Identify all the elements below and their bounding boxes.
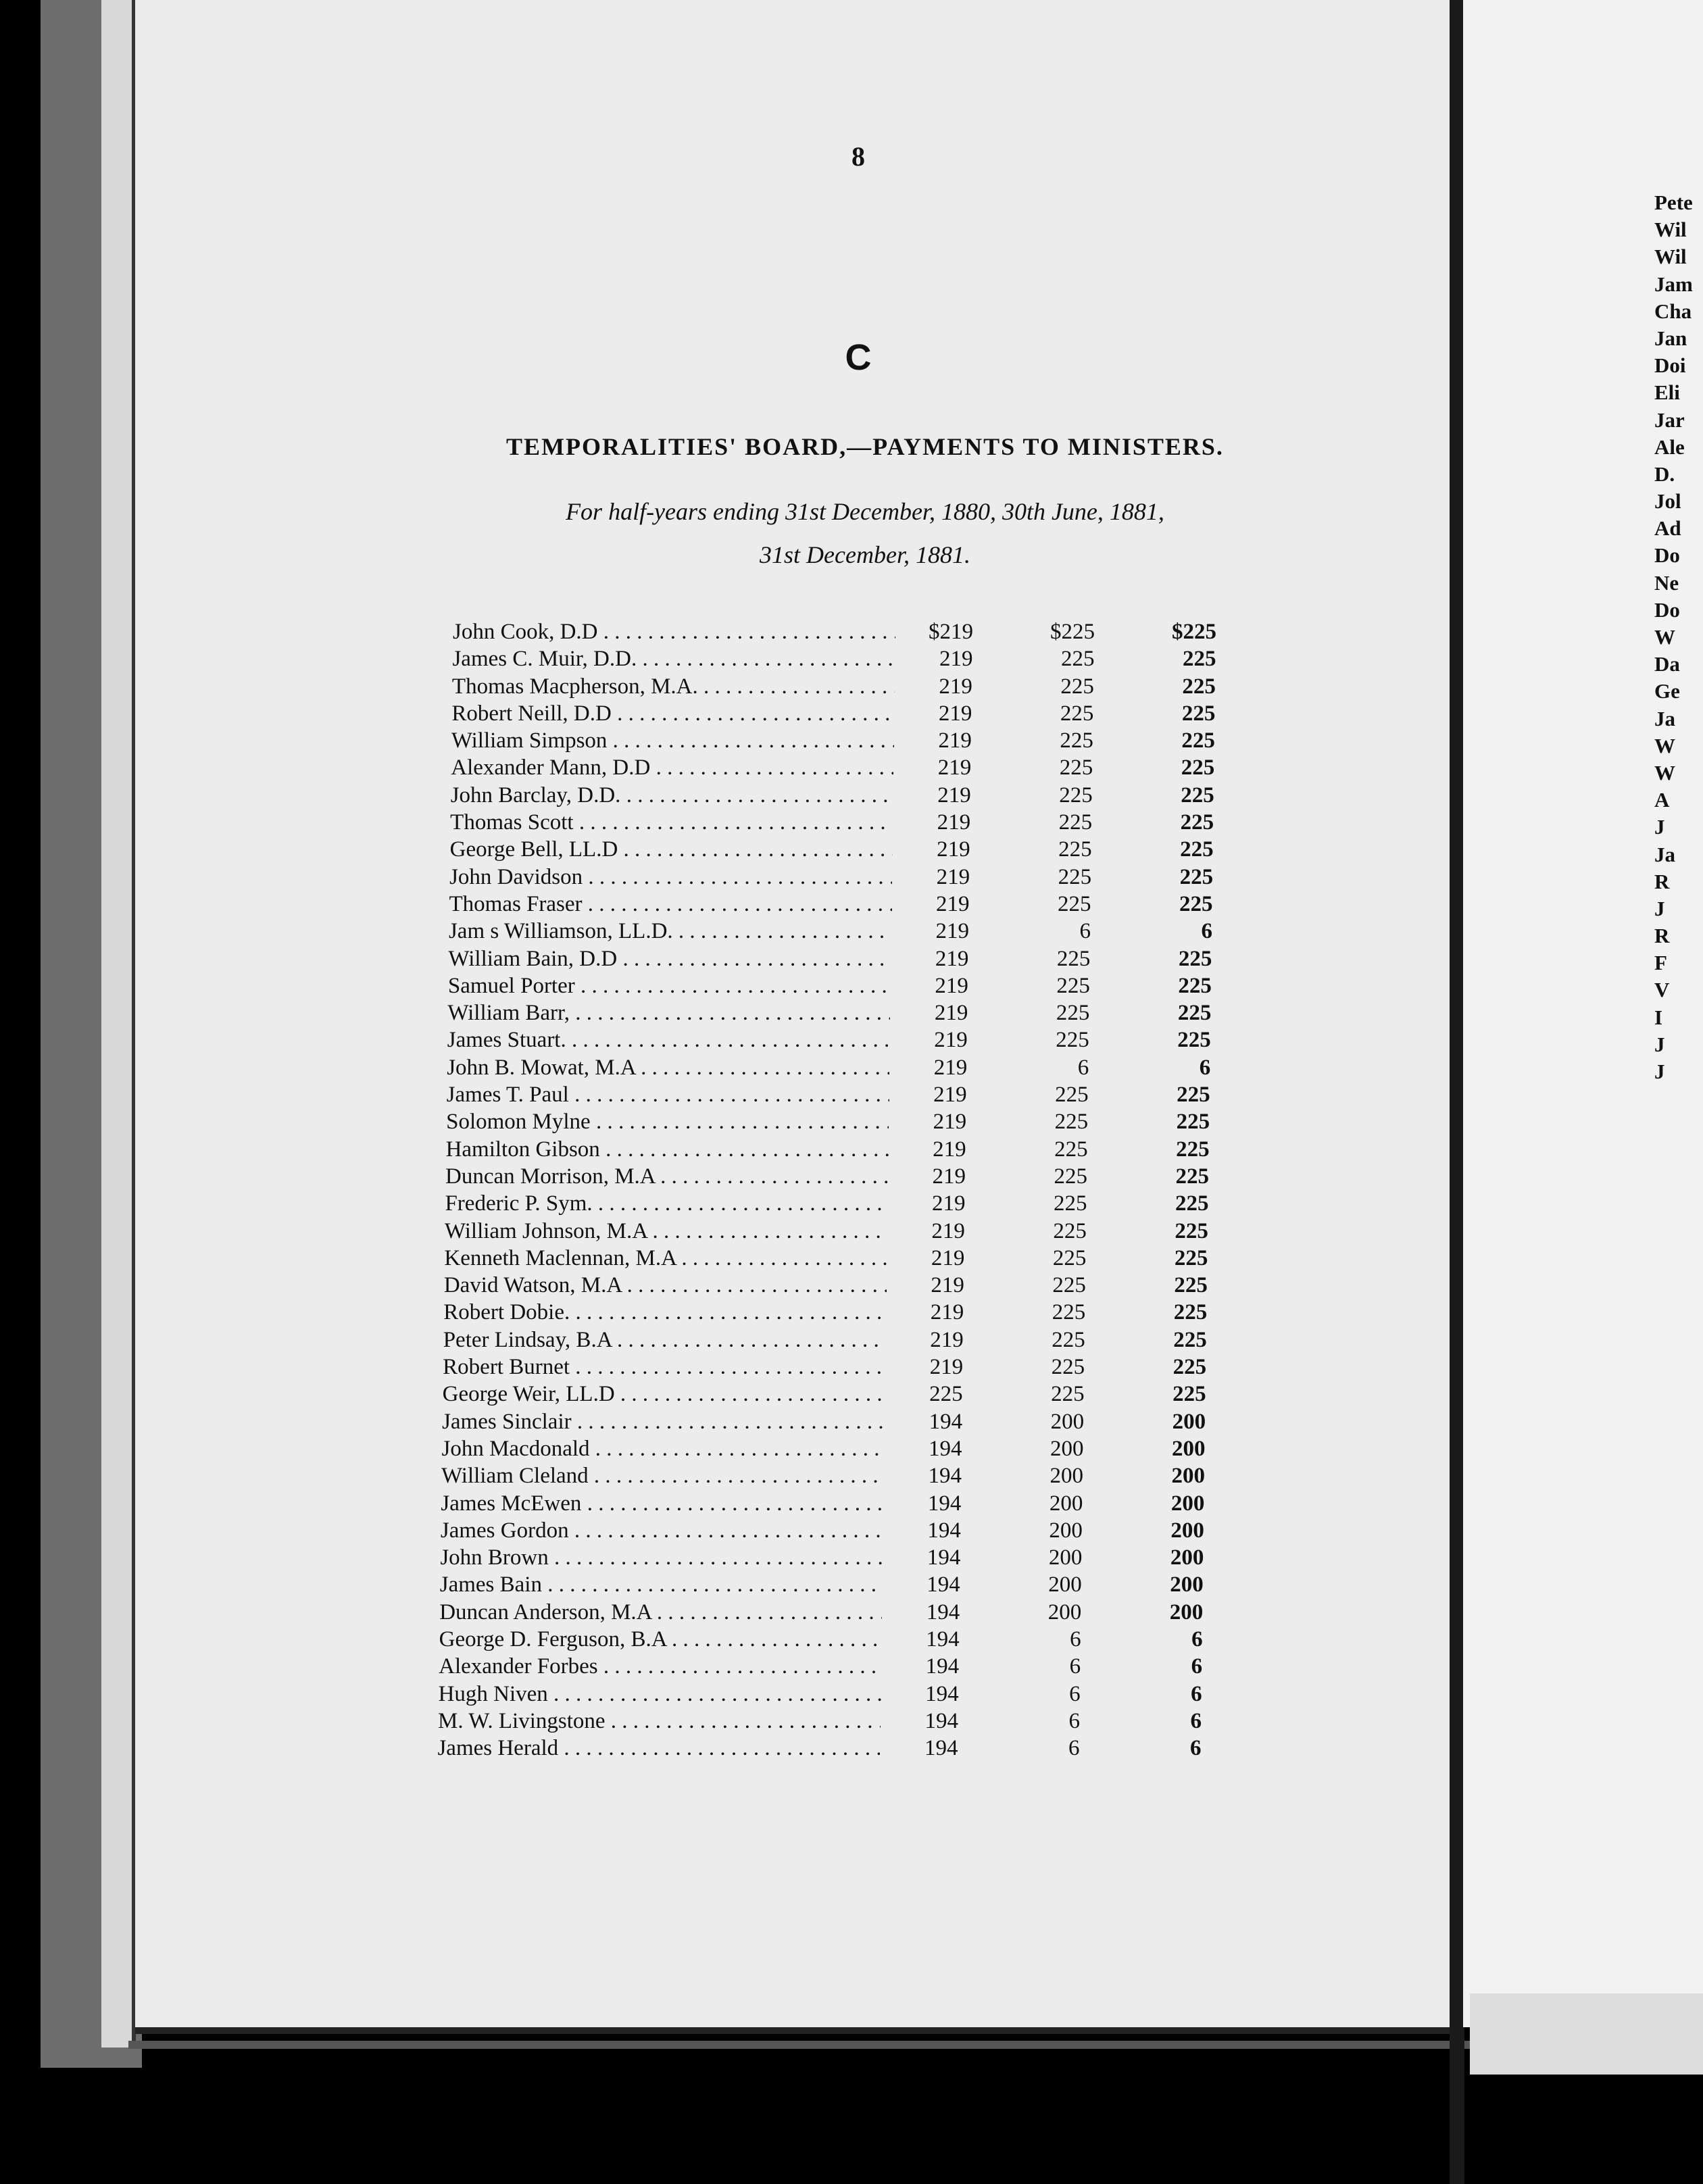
table-row (445, 1218, 1256, 1245)
payment-jun-1881: 225 (1060, 701, 1094, 726)
page-number: 8 (852, 141, 865, 172)
payment-dec-1880: 194 (925, 1681, 959, 1706)
payment-dec-1881: 225 (1176, 1110, 1210, 1135)
facing-page-fragment: Ale (1654, 435, 1685, 459)
table-row (443, 1326, 1254, 1354)
payment-jun-1881: 225 (1058, 891, 1091, 916)
minister-name: John B. Mowat, M.A . . . (447, 1054, 889, 1081)
payment-dec-1880: 194 (927, 1572, 960, 1597)
table-row (446, 1108, 1257, 1135)
payment-dec-1881: 225 (1177, 1083, 1210, 1108)
minister-name: James Gordon . . . (441, 1517, 883, 1544)
payment-jun-1881: 225 (1059, 755, 1093, 780)
payment-dec-1881: 200 (1169, 1599, 1204, 1624)
table-row (441, 1517, 1252, 1544)
payment-jun-1881: 225 (1060, 728, 1093, 753)
table-row (449, 891, 1260, 918)
payment-jun-1881: 225 (1053, 1218, 1087, 1243)
minister-name: George Bell, LL.D . . . (450, 836, 893, 863)
payment-dec-1880: $219 (929, 620, 973, 644)
table-row (447, 1081, 1258, 1108)
facing-page-fragment: A (1654, 788, 1670, 812)
payment-dec-1880: 219 (931, 1191, 966, 1216)
payment-jun-1881: 200 (1050, 1464, 1083, 1489)
payment-jun-1881: 225 (1054, 1137, 1088, 1162)
payment-jun-1881: 225 (1052, 1327, 1085, 1352)
facing-page-text (1654, 189, 1703, 1085)
payment-dec-1881: 225 (1174, 1273, 1208, 1298)
payment-jun-1881: 6 (1068, 1736, 1080, 1761)
facing-page-fragment: Eli (1654, 380, 1680, 405)
table-row (444, 1245, 1255, 1272)
payment-dec-1880: 219 (931, 1218, 965, 1243)
payment-dec-1881: 6 (1191, 1681, 1202, 1706)
payment-dec-1881: 225 (1181, 783, 1214, 808)
facing-page-fragment: Ne (1654, 570, 1679, 595)
minister-name: James Stuart. . . . (447, 1026, 890, 1053)
facing-page-fragment: Cha (1654, 299, 1692, 323)
payment-dec-1880: 194 (927, 1518, 961, 1543)
table-row (448, 945, 1259, 972)
facing-page-fragment: R (1654, 924, 1670, 948)
minister-name: Alexander Mann, D.D . . . (451, 754, 893, 781)
facing-page-fragment: Ja (1654, 706, 1675, 730)
facing-page-fragment: Doi (1654, 353, 1686, 378)
payment-jun-1881: 6 (1079, 919, 1091, 944)
payment-dec-1881: 225 (1179, 864, 1214, 889)
section-letter: C (845, 337, 872, 378)
payment-dec-1881: 225 (1181, 701, 1216, 726)
minister-name: Frederic P. Sym. . . . (445, 1190, 887, 1217)
facing-page-fragment: I (1654, 1005, 1663, 1029)
table-row (443, 1381, 1254, 1408)
payment-jun-1881: 225 (1058, 864, 1092, 889)
minister-name: Jam s Williamson, LL.D. . . . (449, 918, 891, 945)
minister-name: James Sinclair . . . (442, 1408, 885, 1435)
payment-jun-1881: 225 (1052, 1245, 1087, 1270)
payment-dec-1881: 200 (1172, 1409, 1206, 1434)
payment-dec-1880: 219 (938, 701, 972, 726)
table-row (440, 1544, 1251, 1571)
table-row (446, 1136, 1257, 1163)
payment-dec-1881: 6 (1199, 1055, 1211, 1080)
payment-dec-1880: 219 (934, 1001, 968, 1026)
table-row (451, 782, 1262, 809)
payment-dec-1881: 225 (1182, 674, 1216, 699)
payment-dec-1880: 219 (931, 1245, 965, 1270)
payment-dec-1881: 200 (1170, 1545, 1204, 1570)
payment-jun-1881: 225 (1056, 1001, 1090, 1026)
table-row (448, 972, 1259, 999)
payment-dec-1880: 219 (935, 919, 969, 944)
facing-page-fragment: Da (1654, 652, 1680, 676)
facing-page-fragment: Pete (1654, 191, 1693, 214)
payment-jun-1881: 6 (1077, 1055, 1089, 1080)
minister-name: John Davidson . . . (449, 864, 892, 891)
table-row (451, 754, 1262, 781)
payment-jun-1881: 225 (1051, 1382, 1085, 1407)
facing-page-fragment: Ja (1654, 842, 1675, 866)
payment-dec-1880: 194 (926, 1627, 960, 1652)
payment-dec-1881: 225 (1173, 1300, 1208, 1325)
payment-dec-1880: 219 (931, 1273, 964, 1298)
payment-dec-1881: 225 (1181, 755, 1215, 780)
payment-dec-1881: 225 (1173, 1355, 1207, 1380)
minister-name: Peter Lindsay, B.A . . . (443, 1326, 886, 1354)
subtitle-line-2: 31st December, 1881. (760, 541, 970, 568)
facing-page-fragment: Ge (1654, 679, 1680, 703)
minister-name: Thomas Scott . . . (450, 809, 893, 836)
payment-jun-1881: 200 (1050, 1436, 1084, 1461)
payment-jun-1881: 225 (1053, 1191, 1087, 1216)
table-row (452, 673, 1263, 700)
table-row (449, 918, 1260, 945)
payment-dec-1880: 219 (934, 1028, 968, 1053)
minister-name: Robert Neill, D.D . . . (451, 700, 894, 727)
payment-dec-1881: 6 (1191, 1654, 1203, 1679)
payment-dec-1881: 225 (1182, 647, 1216, 672)
payment-jun-1881: 225 (1052, 1300, 1086, 1325)
table-row (447, 1054, 1258, 1081)
minister-name: Duncan Anderson, M.A . . . (439, 1599, 882, 1626)
payment-jun-1881: 225 (1058, 837, 1092, 862)
payment-dec-1881: 200 (1170, 1518, 1204, 1543)
table-row (452, 645, 1263, 672)
payment-dec-1881: 225 (1175, 1218, 1208, 1243)
minister-name: Samuel Porter . . . (448, 972, 891, 999)
page-subtitle (405, 490, 1325, 576)
minister-name: Duncan Morrison, M.A . . . (445, 1163, 888, 1190)
table-row (447, 999, 1258, 1026)
payment-dec-1880: 219 (938, 728, 972, 753)
minister-name: Robert Dobie. . . . (443, 1299, 886, 1326)
payment-jun-1881: 6 (1069, 1654, 1081, 1679)
table-row (451, 727, 1262, 754)
table-row (443, 1299, 1254, 1326)
table-row (445, 1190, 1256, 1217)
payment-dec-1880: 219 (933, 1110, 967, 1135)
table-row (441, 1490, 1252, 1517)
payment-jun-1881: 225 (1054, 1110, 1089, 1135)
payment-dec-1880: 194 (927, 1491, 962, 1516)
payment-jun-1881: 200 (1050, 1409, 1085, 1434)
book-binding (1450, 0, 1464, 2184)
payment-dec-1880: 219 (939, 674, 972, 699)
minister-name: M. W. Livingstone . . . (438, 1708, 881, 1735)
facing-page-fragment: Jan (1654, 326, 1687, 350)
payment-dec-1880: 219 (929, 1355, 964, 1380)
payment-jun-1881: 225 (1060, 647, 1095, 672)
payment-jun-1881: 200 (1049, 1491, 1083, 1516)
facing-page-fragment: J (1654, 896, 1665, 920)
payment-dec-1881: 6 (1189, 1736, 1202, 1761)
payment-dec-1881: 225 (1179, 891, 1213, 916)
table-row (439, 1653, 1250, 1680)
payment-jun-1881: 225 (1055, 1083, 1089, 1108)
minister-name: William Cleland . . . (441, 1462, 884, 1489)
payment-jun-1881: 225 (1052, 1273, 1086, 1298)
payment-dec-1880: 219 (936, 864, 970, 889)
table-row (439, 1626, 1250, 1653)
payment-dec-1880: 194 (924, 1708, 958, 1733)
payment-dec-1881: 6 (1191, 1627, 1203, 1652)
payment-dec-1881: 225 (1181, 728, 1215, 753)
minister-name: William Barr, . . . (447, 999, 890, 1026)
payment-dec-1880: 219 (932, 1164, 966, 1189)
minister-name: John Cook, D.D . . . (453, 618, 895, 645)
facing-page-fragment: F (1654, 951, 1667, 975)
facing-page-fragment: W (1654, 625, 1675, 649)
payment-dec-1881: 225 (1177, 1028, 1211, 1053)
payment-dec-1880: 194 (924, 1736, 958, 1761)
minister-name: George Weir, LL.D . . . (443, 1381, 885, 1408)
minister-name: Solomon Mylne . . . (446, 1108, 889, 1135)
facing-page-fragment: Do (1654, 597, 1680, 622)
payment-dec-1880: 219 (939, 647, 973, 672)
facing-page-fragment: J (1654, 1032, 1665, 1056)
table-row (444, 1272, 1255, 1299)
payment-dec-1880: 219 (933, 1055, 968, 1080)
minister-name: John Macdonald . . . (442, 1435, 885, 1462)
facing-page-fragment: W (1654, 760, 1675, 785)
table-row (451, 700, 1262, 727)
facing-page-fragment: J (1654, 815, 1665, 839)
payment-dec-1881: 225 (1180, 810, 1214, 835)
payment-dec-1880: 194 (929, 1409, 963, 1434)
minister-name: Robert Burnet . . . (443, 1354, 885, 1381)
minister-name: William Johnson, M.A . . . (445, 1218, 887, 1245)
table-row (438, 1708, 1249, 1735)
table-row (450, 836, 1261, 863)
payment-dec-1880: 219 (937, 755, 972, 780)
payment-dec-1880: 219 (937, 837, 970, 862)
payment-jun-1881: 200 (1047, 1599, 1082, 1624)
subtitle-line-1: For half-years ending 31st December, 1880, 30th June, 1881, (566, 498, 1164, 525)
table-row (450, 809, 1261, 836)
page-title: TEMPORALITIES' BOARD,—PAYMENTS TO MINISTERS. (506, 433, 1224, 460)
table-row (440, 1571, 1251, 1598)
minister-name: James McEwen . . . (441, 1490, 883, 1517)
facing-page-fragment: Ad (1654, 516, 1681, 541)
table-row (439, 1599, 1250, 1626)
facing-page-fragment: Jar (1654, 407, 1685, 432)
payment-dec-1881: 6 (1190, 1708, 1202, 1733)
payment-dec-1880: 219 (935, 973, 968, 998)
payment-dec-1880: 225 (929, 1382, 963, 1407)
payment-dec-1881: 200 (1170, 1491, 1205, 1516)
facing-page-fragment: J (1654, 1060, 1665, 1083)
facing-page-fragment: W (1654, 733, 1675, 758)
payment-dec-1880: 219 (930, 1327, 964, 1352)
payment-jun-1881: 6 (1070, 1627, 1081, 1652)
minister-name: John Barclay, D.D. . . . (451, 782, 893, 809)
page-stack-edge (101, 0, 136, 2048)
facing-page-fragment: Do (1654, 543, 1680, 568)
payment-dec-1880: 219 (937, 810, 971, 835)
minister-name: George D. Ferguson, B.A . . . (439, 1626, 882, 1653)
minister-name: Kenneth Maclennan, M.A . . . (444, 1245, 887, 1272)
table-row (445, 1163, 1256, 1190)
payment-dec-1880: 194 (925, 1654, 960, 1679)
facing-page-fragment: D. (1654, 462, 1675, 486)
facing-page-fragment: Wil (1654, 245, 1687, 269)
payment-jun-1881: 225 (1056, 973, 1090, 998)
payment-jun-1881: 225 (1056, 946, 1091, 971)
payment-jun-1881: 6 (1068, 1708, 1080, 1733)
minister-name: David Watson, M.A . . . (444, 1272, 887, 1299)
minister-name: Thomas Fraser . . . (449, 891, 892, 918)
minister-name: John Brown . . . (440, 1544, 883, 1571)
payments-table (437, 618, 1264, 1762)
minister-name: James C. Muir, D.D. . . . (452, 645, 895, 672)
payment-dec-1880: 219 (933, 1083, 967, 1108)
facing-page-fragment: Jam (1654, 272, 1693, 296)
minister-name: James Bain . . . (440, 1571, 883, 1598)
minister-name: James Herald . . . (437, 1735, 880, 1762)
page-lower-border (128, 2041, 1473, 2049)
table-row (442, 1435, 1253, 1462)
payment-dec-1881: 225 (1174, 1245, 1208, 1270)
table-row (439, 1681, 1250, 1708)
facing-page-fragment: V (1654, 978, 1670, 1002)
payment-dec-1881: 225 (1176, 1137, 1210, 1162)
table-row (443, 1354, 1254, 1381)
payment-dec-1880: 194 (929, 1436, 962, 1461)
payment-dec-1880: 194 (927, 1545, 961, 1570)
payment-jun-1881: 200 (1049, 1518, 1083, 1543)
table-row (447, 1026, 1258, 1053)
table-row (453, 618, 1264, 645)
payment-jun-1881: 225 (1056, 1028, 1089, 1053)
payment-dec-1881: 6 (1201, 919, 1212, 944)
minister-name: William Bain, D.D . . . (448, 945, 891, 972)
table-row (441, 1462, 1252, 1489)
payment-jun-1881: 200 (1048, 1545, 1083, 1570)
payment-jun-1881: 225 (1060, 674, 1094, 699)
payment-dec-1881: 225 (1180, 837, 1214, 862)
payment-dec-1881: $225 (1172, 620, 1216, 644)
payment-dec-1880: 194 (926, 1599, 960, 1624)
table-row (449, 864, 1260, 891)
minister-name: James T. Paul . . . (447, 1081, 889, 1108)
payment-dec-1881: 200 (1170, 1572, 1204, 1597)
facing-page-fragment: R (1654, 869, 1670, 893)
payment-dec-1881: 225 (1173, 1327, 1207, 1352)
payment-jun-1881: 225 (1051, 1355, 1085, 1380)
payment-dec-1881: 225 (1175, 1164, 1209, 1189)
payment-dec-1881: 200 (1172, 1436, 1206, 1461)
payment-dec-1881: 225 (1175, 1191, 1209, 1216)
payment-dec-1880: 194 (928, 1464, 962, 1489)
table-row (442, 1408, 1253, 1435)
payment-jun-1881: 200 (1048, 1572, 1082, 1597)
payment-jun-1881: 225 (1058, 810, 1093, 835)
payment-dec-1881: 225 (1178, 946, 1212, 971)
table-row (437, 1735, 1248, 1762)
minister-name: William Simpson . . . (451, 727, 894, 754)
payment-jun-1881: 225 (1059, 783, 1093, 808)
payment-dec-1880: 219 (930, 1300, 964, 1325)
payment-dec-1880: 219 (936, 891, 970, 916)
facing-page-fragment: Jol (1654, 489, 1681, 514)
payment-jun-1881: 6 (1069, 1681, 1081, 1706)
payment-dec-1880: 219 (933, 1137, 966, 1162)
payment-dec-1880: 219 (935, 946, 969, 971)
minister-name: Hamilton Gibson . . . (446, 1136, 889, 1163)
facing-page-fragment: Wil (1654, 218, 1687, 242)
minister-name: Hugh Niven . . . (439, 1681, 881, 1708)
payment-jun-1881: $225 (1050, 620, 1095, 644)
minister-name: Alexander Forbes . . . (439, 1653, 881, 1680)
payment-dec-1881: 200 (1171, 1464, 1205, 1489)
minister-name: Thomas Macpherson, M.A. . . . (452, 673, 895, 700)
payment-jun-1881: 225 (1054, 1164, 1087, 1189)
facing-page-bottom (1470, 1993, 1703, 2075)
payment-dec-1881: 225 (1178, 973, 1212, 998)
payment-dec-1881: 225 (1173, 1382, 1206, 1407)
payment-dec-1880: 219 (937, 783, 971, 808)
payment-dec-1881: 225 (1177, 1001, 1212, 1026)
